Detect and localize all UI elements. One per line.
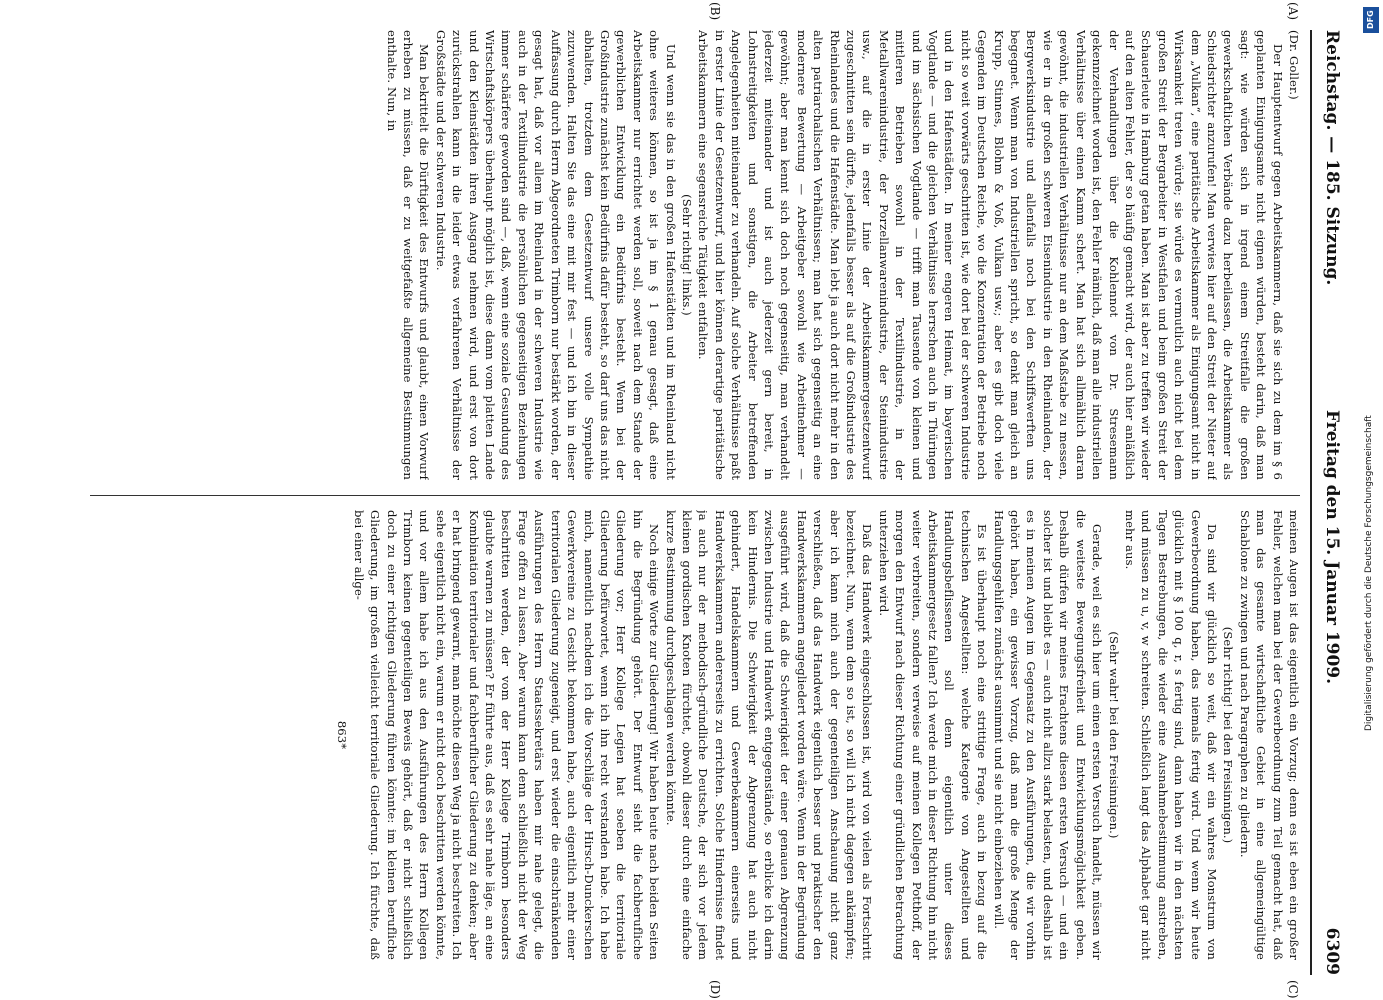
paragraph: Man bekrittelt die Dürftigkeit des Entwurfs und glaubt, einen Vorwurf erheben zu müssen, daß er zu weitgefaßte allgemeine Bestimmungen enthalte. Nun, in	[384, 30, 432, 480]
left-column	[92, 30, 1302, 480]
paragraph: Da sind wir glücklich so weit, daß wir ein wahres Monstrum von Gewerbeordnung haben, das niemals fertig wird. Und wenn wir heute glücklich mit § 100 q, r, s fertig sind, dann haben wir in den nächsten Tagen Bestrebungen, die wieder eine Ausnahmebestimmung anstreben, und müssen zu u, v, w schreiten. Schließlich langt das Alphabet gar nicht mehr aus.	[1122, 510, 1219, 960]
paragraph: meinen Augen ist das eigentlich ein Vorzug; denn es ist eben ein großer Fehler, welchen man bei der Gewerbeordnung zum Teil gemacht hat, daß man das gesamte wirtschaftliche Gebiet in eine allgemeingültige Schablone zu zwingen und nach Paragraphen zu gliedern.	[1237, 510, 1301, 960]
signature-mark: 863*	[335, 720, 350, 750]
marker-a: (A)	[1286, 2, 1300, 21]
header-center: Freitag den 15. Januar 1909.	[1322, 410, 1342, 685]
right-column	[92, 510, 1302, 960]
marker-b: (B)	[708, 2, 722, 21]
interjection: (Sehr richtig! links.)	[679, 194, 694, 316]
paragraph: Daß das Handwerk eingeschlossen ist, wird von vielen als Fortschritt bezeichnet. Nun, wenn dem so ist, so will ich nicht dagegen ankämpfen; aber ich kann mich auch der gegenteiligen Anschauung nicht ganz verschließen, daß das Handwerk eigentlich besser und praktischer den Handwerkskammern angegliedert worden wäre. Wenn in der Begründung ausgeführt wird, daß die Schwierigkeit der einer genauen Abgrenzung zwischen Industrie und Handwerk entgegenstände, so erblicke ich darin kein Hindernis. Die Schwierigkeit der Abgrenzung hat auch nicht gehindert, Handelskammern und Gewerbekammern einerseits und Handwerkskammern andererseits zu errichten. Solche Hindernisse findet ja auch nur der methodisch-gründliche Deutsche, der sich vor jedem kleinen gordischen Knoten fürchtet, obwohl dieser durch eine einfache kurze Bestimmung durchgeschlagen werden könnte.	[663, 510, 875, 960]
interjection: (Sehr wahr! bei den Freisinnigen.)	[1106, 631, 1121, 839]
paragraph: Und wenn sie das in den großen Hafenstädten und im Rheinland nicht ohne weiteres können, so ist ja im § 1 genau gesagt, daß eine Arbeitskammer nur errichtet werden soll, soweit nach dem Stande der gewerblichen Entwicklung ein Bedürfnis besteht. Wenn bei der Großindustrie zunächst kein Bedürfnis dafür besteht, so darf uns das nicht abhalten, trotzdem dem Gesetzentwurf unsere volle Sympathie zuzuwenden. Halten Sie das eine mit mir fest — und ich bin in dieser Auffassung durch Herrn Abgeordneten Trimborn nur bestärkt worden, der gesagt hat, daß vor allem im Rheinland in der schweren Industrie wie auch in der Textilindustrie die persönlichen gegenseitigen Beziehungen immer schärfere geworden sind —, daß, wenn eine soziale Gesundung des Wirtschaftskörpers überhaupt möglich ist, diese dann vom platten Lande und den Kleinstädten ihren Ausgang nehmen wird, und erst von dort zurückstrahlen kann in die leider etwas verfahrenen Verhältnisse der Großstädte und der schweren Industrie.	[433, 30, 678, 480]
header-left: Reichstag. — 185. Sitzung.	[1322, 30, 1342, 286]
paragraph: Der Hauptentwurf gegen Arbeitskammern, daß sie sich zu dem im § 6 geplanten Einigungsamte nicht eignen würden, besteht darin, daß man sagt: wie würden sich in irgend einem Streitfalle die großen gewerkschaftlichen Verbände dazu herbeilassen, die Arbeitskammer als Schiedsrichter anzurufen! Man verwies hier auf den Streit der Nieter auf dem „Vulkan“, eine paritätische Arbeitskammer als Einigungsamt nicht in Wirksamkeit treten würde; sie würde es vermutlich auch nicht bei dem großen Streit der Bergarbeiter in Westfalen und beim großen Streit der Schauerleute in Hamburg getan haben. Man ist aber zu treffen wir wieder auf den alten Fehler, der so häufig gemacht wird, der auch hier anläßlich der Verhandlungen über die Kohlennot von Dr. Stresemann gekennzeichnet worden ist, den Fehler nämlich, daß man alle industriellen Verhältnisse über einen Kamm schert. Man hat sich allmählich daran gewöhnt, die industriellen Verhältnisse nur an dem Maßstabe zu messen, wie er in der großen schweren Eisenindustrie in den Rheinlanden, der Bergwerksindustrie und allenfalls noch bei den Schiffswerften uns begegnet. Wenn man von Industriellen spricht, so denkt man gleich an Krupp, Stinnes, Blohm & Voß, Vulkan usw.; aber es gibt doch viele Gegenden im Deutschen Reiche, wo die Konzentration der Betriebe noch nicht so weit vorwärts geschritten ist, wie dort bei der schweren Industrie und in den Hafenstädten. In meiner engeren Heimat, im bayerischen Vogtlande — und die gleichen Verhältnisse herrschen auch in Thüringen und im sächsischen Vogtlande — trifft man Tausende von kleinen und mittleren Betrieben sowohl in der Textilindustrie, in der Metallwarenindustrie, der Porzellanwarenindustrie, der Steinindustrie usw., auf die in erster Linie der Arbeitskammergesetzentwurf zugeschnitten sein dürfte, jedenfalls besser als auf die Großindustrie des Rheinlandes und die Hafenstädte. Man lebt ja auch dort nicht mehr in den alten patriarchalischen Verhältnissen; man hat sich gegenseitig an eine modernere Bewertung — Arbeitgeber sowohl wie Arbeitnehmer — gewöhnt; aber man kennt sich doch noch gegenseitig, man verhandelt jederzeit miteinander und ist auch jederzeit gern bereit, in Lohnstreitigkeiten und sonstigen, die Arbeiter betreffenden Angelegenheiten miteinander zu verhandeln. Auf solche Verhältnisse paßt in erster Linie der Gesetzentwurf, und hier können derartige paritätische Arbeitskammern eine segensreiche Tätigkeit entfalten.	[696, 30, 1285, 480]
dfg-logo: DFG	[1363, 7, 1379, 33]
credit-text: Digitalisierung gefördert durch die Deutsche Forschungsgemeinschaft	[1364, 415, 1374, 731]
header-rule	[1310, 30, 1312, 975]
marker-c: (C)	[1286, 980, 1300, 999]
marker-d: (D)	[708, 980, 722, 999]
page-header	[1314, 30, 1342, 975]
paragraph: Noch einige Worte zur Gliederung! Wir haben heute nach beiden Seiten hin die Begründung gehört. Der Entwurf sieht die fachberufliche Gliederung vor; Herr Kollege Legien hat soeben die territoriale Gliederung befürwortet, wenn ich ihn recht verstanden habe. Ich habe mich, namentlich nachdem ich die Vorschläge der Hirsch-Dunckerschen Gewerkvereine zu Gesicht bekommen habe, auch eigentlich mehr einer territorialen Gliederung zugeneigt, und erst wieder die einschränkenden Ausführungen des Herrn Staatssekretärs haben mir nahe gelegt, die Frage offen zu lassen. Aber warum kann denn schließlich nicht der Weg beschritten werden, der vom der Herr Kollege Trimborn besonders glaubte warnen zu müssen? Er führte aus, daß es sehr nahe läge, an eine Kombination territorialer und fachberuflicher Gliederung zu denken; aber er hat bringend gewarnt, man möchte diesen Weg ja nicht beschreiten. Ich sehe eigentlich nicht ein, warum er nicht doch beschritten werden könnte, und vor allem habe ich aus den Ausführungen des Herrn Kollegen Trimborn keinen gegenteiligen Beweis gehört, daß er nicht schließlich doch zu einer richtigen Gliederung führen könnte: im kleinen berufliche Gliederung, im großen vielleicht territoriale Gliederung. Ich fürchte, daß bei einer allge-	[351, 510, 662, 960]
interjection: (Sehr richtig! bei den Freisinnigen.)	[1221, 626, 1236, 844]
digitization-credit	[1363, 5, 1379, 995]
column-separator	[90, 495, 1300, 496]
page-number: 6309	[1322, 927, 1342, 975]
rotated-content	[87, 2, 1342, 999]
paragraph: Gerade, weil es sich hier um einen ersten Versuch handelt, müssen wir die weiteste Bewegungsfreiheit und Entwicklungsmöglichkeit geben. Deshalb dürfen wir meines Erachtens diesen ersten Versuch — und ein solcher ist und bleibt es — auch nicht allzu stark belasten, und deshalb ist es in meinen Augen im Gegensatz zu den Ausführungen, die wir vorhin gehört haben, ein gewisser Vorzug, daß man die große Menge der Handlungsgehilfen zunächst ausnimmt und sie nicht einbeziehen will.	[991, 510, 1105, 960]
paragraph: Es ist überhaupt noch eine strittige Frage, auch in bezug auf die technischen Angestellten: welche Kategorie von Angestellten und Handlungsbeflissenen soll denn eigentlich unter dieses Arbeitskammergesetz fallen? Ich werde mich in dieser Richtung hin nicht weiter verbreiten, sondern verweise auf meinen Kollegen Potthoff, der morgen den Entwurf nach dieser Richtung einer gründlichen Betrachtung unterziehen wird.	[876, 510, 990, 960]
speaker-name: (Dr. Goller.)	[1287, 30, 1301, 100]
